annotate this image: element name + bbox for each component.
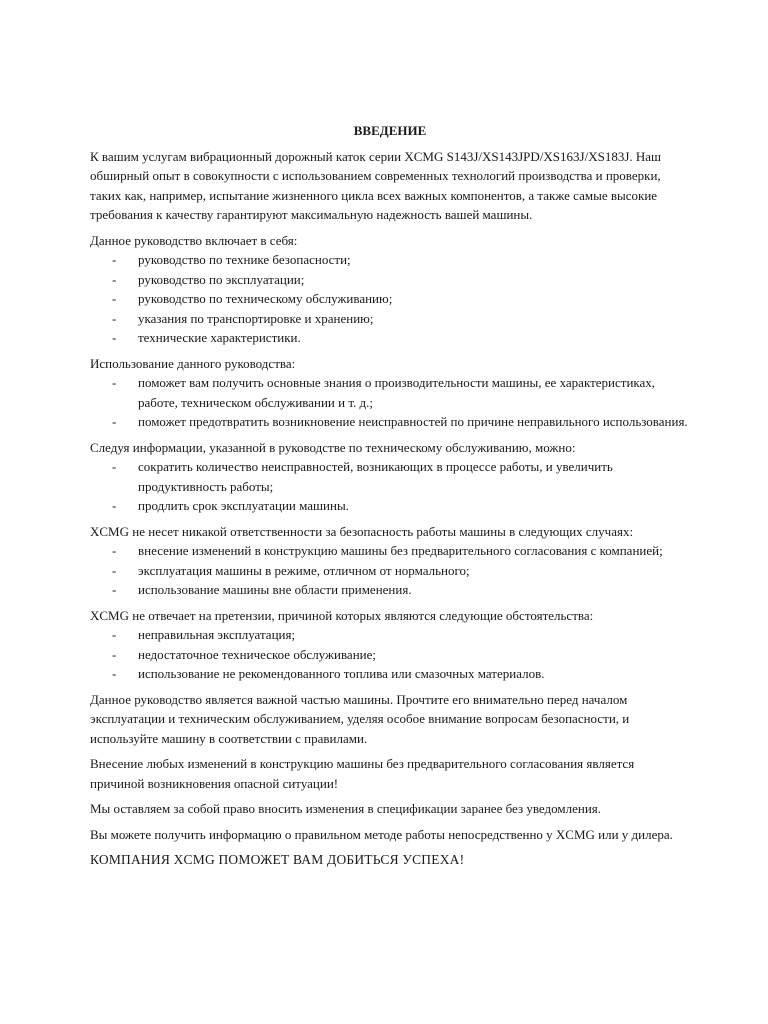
list-item-text: использование машины вне области применения. [138, 582, 412, 597]
list-item-text: руководство по технике безопасности; [138, 252, 351, 267]
list-item [90, 309, 690, 329]
section3-list [90, 457, 690, 516]
list-item-text: продлить срок эксплуатации машины. [138, 498, 349, 513]
bullet-dash: - [112, 459, 117, 474]
bullet-dash: - [112, 414, 117, 429]
list-item-text: эксплуатация машины в режиме, отличном от нормального; [138, 562, 470, 578]
list-item-text: неправильная эксплуатация; [138, 627, 296, 642]
spec-change-paragraph: Мы оставляем за собой право вносить изменения в спецификации заранее без уведомления. [90, 801, 602, 816]
list-item-text: указания по транспортировке и хранению; [138, 310, 374, 326]
page-title: ВВЕДЕНИЕ [353, 123, 427, 138]
list-item [90, 561, 690, 581]
bullet-dash: - [112, 666, 117, 681]
section5-list [90, 625, 690, 684]
bullet-dash: - [112, 310, 117, 326]
closing-slogan: КОМПАНИЯ XCMG ПОМОЖЕТ ВАМ ДОБИТЬСЯ УСПЕХА! [90, 852, 465, 867]
list-item-text: сократить количество неисправностей, возникающих в процессе работы, и увеличить продуктивность работы; [138, 459, 613, 494]
bullet-dash: - [112, 498, 117, 513]
list-item [90, 412, 690, 432]
list-item [90, 645, 690, 665]
bullet-dash: - [112, 582, 117, 597]
list-item [90, 580, 690, 600]
list-item-text: руководство по эксплуатации; [138, 271, 305, 287]
list-item [90, 625, 690, 645]
list-item-text: руководство по техническому обслуживанию; [138, 291, 393, 306]
list-item [90, 373, 690, 412]
list-item-text: технические характеристики. [138, 330, 301, 345]
section1-list [90, 250, 690, 348]
dealer-info-paragraph: Вы можете получить информацию о правильном методе работы непосредственно у XCMG или у дилера. [90, 826, 673, 842]
bullet-dash: - [112, 375, 117, 390]
list-item [90, 457, 690, 496]
bullet-dash: - [112, 627, 117, 642]
section2-lead: Использование данного руководства: [90, 355, 296, 371]
bullet-dash: - [112, 330, 117, 345]
list-item [90, 541, 690, 561]
modification-warning-paragraph: Внесение любых изменений в конструкцию машины без предварительного согласования является причиной возникновения опасной ситуации! [90, 756, 635, 791]
intro-paragraph: К вашим услугам вибрационный дорожный каток серии XCMG S143J/XS143JPD/XS163J/XS183J. Наш обширный опыт в совокупности с использованием современных технологий производства и проверки, таких как, например, испытание жизненного цикла всех важных компонентов, а также самые высокие требования к качеству гарантируют максимальную надежность вашей машины. [90, 148, 662, 222]
bullet-dash: - [112, 562, 117, 578]
bullet-dash: - [112, 271, 117, 287]
section3-lead: Следуя информации, указанной в руководстве по техническому обслуживанию, можно: [90, 439, 576, 455]
list-item-text: поможет предотвратить возникновение неисправностей по причине неправильного использования. [138, 414, 688, 429]
section1-lead: Данное руководство включает в себя: [90, 232, 298, 248]
list-item-text: использование не рекомендованного топлива или смазочных материалов. [138, 666, 545, 681]
bullet-dash: - [112, 291, 117, 306]
bullet-dash: - [112, 543, 117, 558]
bullet-dash: - [112, 646, 117, 662]
list-item [90, 664, 690, 684]
document-page [90, 121, 690, 876]
list-item-text: внесение изменений в конструкцию машины без предварительного согласования с компанией; [138, 543, 663, 558]
manual-importance-paragraph: Данное руководство является важной частью машины. Прочтите его внимательно перед началом эксплуатации и техническим обслуживанием, уделяя особое внимание вопросам безопасности, и используйте машину в соответствии с правилами. [90, 691, 630, 746]
section4-list [90, 541, 690, 600]
section2-list [90, 373, 690, 432]
list-item [90, 328, 690, 348]
section4-lead: XCMG не несет никакой ответственности за безопасность работы машины в следующих случаях: [90, 523, 634, 539]
section5-lead: XCMG не отвечает на претензии, причиной которых являются следующие обстоятельства: [90, 607, 594, 623]
list-item [90, 496, 690, 516]
list-item-text: поможет вам получить основные знания о производительности машины, ее характеристиках, работе, техническом обслуживании и т. д.; [138, 375, 656, 410]
list-item [90, 270, 690, 290]
list-item [90, 250, 690, 270]
list-item [90, 289, 690, 309]
list-item-text: недостаточное техническое обслуживание; [138, 646, 376, 662]
bullet-dash: - [112, 252, 117, 267]
